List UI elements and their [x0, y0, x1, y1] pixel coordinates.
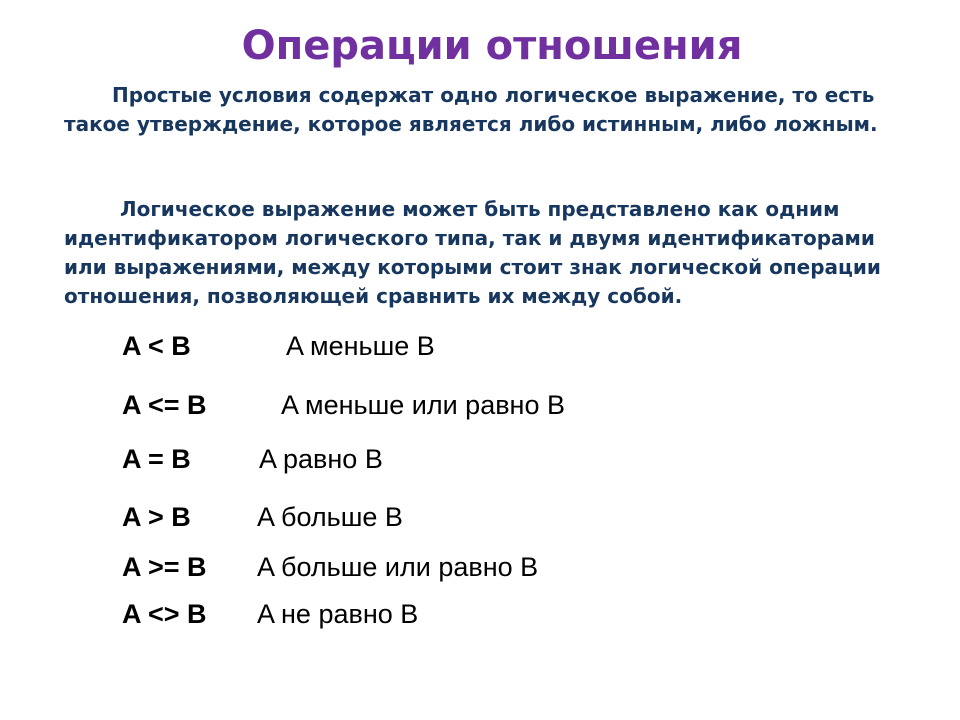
intro-paragraph: Простые условия содержат одно логическое выражение, то есть такое утверждение, которое является либо истинным, либо ложным.	[64, 83, 878, 136]
slide-title: Операции отношения	[241, 23, 743, 69]
operation-description-less-equal: A меньше или равно B	[281, 390, 565, 420]
operation-symbol-greater-equal: A >= B	[122, 552, 207, 582]
operation-description-greater-equal: A больше или равно B	[257, 552, 539, 582]
operation-symbol-equal: A = B	[122, 444, 191, 474]
operation-symbol-not-equal: A <> B	[122, 599, 207, 629]
operation-description-equal: A равно B	[259, 444, 383, 474]
operation-description-greater: A больше B	[257, 502, 403, 532]
operation-description-less: A меньше B	[286, 331, 435, 361]
operation-symbol-less: A < B	[122, 331, 191, 361]
explanation-paragraph: Логическое выражение может быть представлено как одним идентификатором логического типа, так и двумя идентификаторами или выражениями, между которыми стоит знак логической операции отношения, позволяющей сравнить их между собой.	[64, 197, 881, 308]
operation-description-not-equal: A не равно B	[257, 599, 419, 629]
operation-symbol-greater: A > B	[122, 502, 191, 532]
operation-symbol-less-equal: A <= B	[122, 390, 207, 420]
